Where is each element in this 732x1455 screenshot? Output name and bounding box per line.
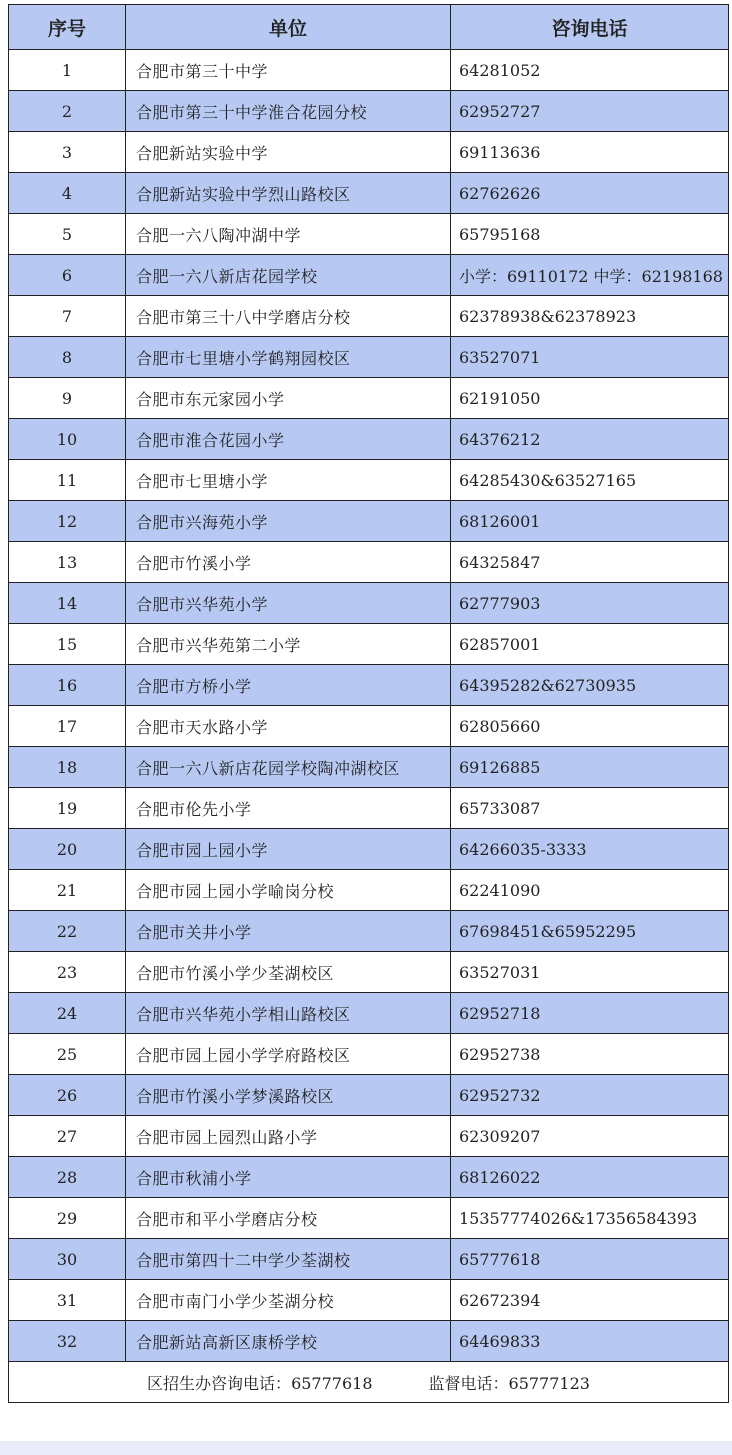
row-phone: 64266035-3333 (451, 829, 729, 870)
row-unit: 合肥市兴华苑小学相山路校区 (126, 993, 451, 1034)
row-phone: 62952718 (451, 993, 729, 1034)
table-row (9, 1321, 729, 1362)
table-row (9, 993, 729, 1034)
row-unit: 合肥市天水路小学 (126, 706, 451, 747)
table-row (9, 829, 729, 870)
row-phone: 64376212 (451, 419, 729, 460)
table-row (9, 624, 729, 665)
supervision-phone-number: 65777123 (508, 1373, 590, 1393)
table-row (9, 1157, 729, 1198)
row-phone: 64469833 (451, 1321, 729, 1362)
row-number: 1 (9, 50, 126, 91)
row-phone: 63527031 (451, 952, 729, 993)
row-number: 9 (9, 378, 126, 419)
row-number: 10 (9, 419, 126, 460)
row-unit: 合肥市竹溪小学 (126, 542, 451, 583)
table-row (9, 583, 729, 624)
table-row (9, 706, 729, 747)
row-unit: 合肥市七里塘小学鹤翔园校区 (126, 337, 451, 378)
table-row (9, 1280, 729, 1321)
row-unit: 合肥一六八新店花园学校陶冲湖校区 (126, 747, 451, 788)
row-unit: 合肥市方桥小学 (126, 665, 451, 706)
row-phone: 69126885 (451, 747, 729, 788)
row-number: 22 (9, 911, 126, 952)
row-phone: 64395282&62730935 (451, 665, 729, 706)
row-number: 24 (9, 993, 126, 1034)
table-header (9, 5, 729, 50)
row-number: 32 (9, 1321, 126, 1362)
row-number: 7 (9, 296, 126, 337)
footer-row (9, 1362, 729, 1403)
row-phone: 62672394 (451, 1280, 729, 1321)
row-unit: 合肥市南门小学少荃湖分校 (126, 1280, 451, 1321)
row-unit: 合肥新站高新区康桥学校 (126, 1321, 451, 1362)
row-number: 29 (9, 1198, 126, 1239)
row-unit: 合肥市东元家园小学 (126, 378, 451, 419)
row-phone: 65777618 (451, 1239, 729, 1280)
row-number: 6 (9, 255, 126, 296)
contact-table (8, 4, 729, 1403)
row-unit: 合肥市秋浦小学 (126, 1157, 451, 1198)
row-number: 18 (9, 747, 126, 788)
row-unit: 合肥市和平小学磨店分校 (126, 1198, 451, 1239)
row-unit: 合肥市第三十中学 (126, 50, 451, 91)
table-row (9, 665, 729, 706)
row-phone: 62857001 (451, 624, 729, 665)
row-number: 4 (9, 173, 126, 214)
row-number: 30 (9, 1239, 126, 1280)
row-phone: 62191050 (451, 378, 729, 419)
row-phone: 62952738 (451, 1034, 729, 1075)
row-unit: 合肥新站实验中学 (126, 132, 451, 173)
row-unit: 合肥市竹溪小学少荃湖校区 (126, 952, 451, 993)
table-row (9, 542, 729, 583)
table-row (9, 501, 729, 542)
row-number: 26 (9, 1075, 126, 1116)
table-row (9, 296, 729, 337)
row-phone: 69113636 (451, 132, 729, 173)
row-number: 8 (9, 337, 126, 378)
table-row (9, 1116, 729, 1157)
row-phone: 62952732 (451, 1075, 729, 1116)
row-unit: 合肥市第三十中学淮合花园分校 (126, 91, 451, 132)
row-phone: 68126022 (451, 1157, 729, 1198)
table-row (9, 747, 729, 788)
header-unit: 单位 (126, 5, 451, 50)
row-number: 11 (9, 460, 126, 501)
row-unit: 合肥市七里塘小学 (126, 460, 451, 501)
row-unit: 合肥市园上园小学学府路校区 (126, 1034, 451, 1075)
row-phone: 64285430&63527165 (451, 460, 729, 501)
table-row (9, 173, 729, 214)
row-phone: 67698451&65952295 (451, 911, 729, 952)
row-number: 12 (9, 501, 126, 542)
row-phone: 小学：69110172 中学：62198168 (451, 255, 729, 296)
row-phone: 62241090 (451, 870, 729, 911)
row-number: 3 (9, 132, 126, 173)
row-number: 23 (9, 952, 126, 993)
row-number: 15 (9, 624, 126, 665)
row-phone: 62952727 (451, 91, 729, 132)
row-number: 13 (9, 542, 126, 583)
row-phone: 62777903 (451, 583, 729, 624)
table-row (9, 255, 729, 296)
footer-cell (9, 1362, 729, 1403)
row-unit: 合肥一六八新店花园学校 (126, 255, 451, 296)
table-row (9, 419, 729, 460)
row-phone: 15357774026&17356584393 (451, 1198, 729, 1239)
row-number: 21 (9, 870, 126, 911)
table-row (9, 911, 729, 952)
row-phone: 62378938&62378923 (451, 296, 729, 337)
row-phone: 68126001 (451, 501, 729, 542)
table-row (9, 1075, 729, 1116)
office-phone-number: 65777618 (291, 1373, 373, 1393)
row-unit: 合肥一六八陶冲湖中学 (126, 214, 451, 255)
table-row (9, 870, 729, 911)
row-number: 20 (9, 829, 126, 870)
office-phone-label: 区招生办咨询电话： (147, 1373, 292, 1393)
row-phone: 62309207 (451, 1116, 729, 1157)
header-no: 序号 (9, 5, 126, 50)
table-row (9, 214, 729, 255)
row-number: 17 (9, 706, 126, 747)
row-unit: 合肥市关井小学 (126, 911, 451, 952)
table-row (9, 337, 729, 378)
table-row (9, 132, 729, 173)
table-row (9, 378, 729, 419)
row-number: 2 (9, 91, 126, 132)
row-number: 5 (9, 214, 126, 255)
row-unit: 合肥市伦先小学 (126, 788, 451, 829)
row-number: 31 (9, 1280, 126, 1321)
contact-table-container (8, 4, 728, 1403)
row-unit: 合肥市兴华苑第二小学 (126, 624, 451, 665)
row-unit: 合肥市兴海苑小学 (126, 501, 451, 542)
table-row (9, 50, 729, 91)
row-unit: 合肥市第四十二中学少荃湖校 (126, 1239, 451, 1280)
row-unit: 合肥新站实验中学烈山路校区 (126, 173, 451, 214)
table-row (9, 1198, 729, 1239)
row-unit: 合肥市第三十八中学磨店分校 (126, 296, 451, 337)
table-row (9, 460, 729, 501)
row-phone: 62805660 (451, 706, 729, 747)
row-phone: 65733087 (451, 788, 729, 829)
header-row (9, 5, 729, 50)
table-row (9, 952, 729, 993)
row-phone: 62762626 (451, 173, 729, 214)
row-unit: 合肥市竹溪小学梦溪路校区 (126, 1075, 451, 1116)
table-footer (9, 1362, 729, 1403)
table-row (9, 788, 729, 829)
table-row (9, 91, 729, 132)
row-unit: 合肥市兴华苑小学 (126, 583, 451, 624)
row-number: 27 (9, 1116, 126, 1157)
row-unit: 合肥市淮合花园小学 (126, 419, 451, 460)
table-row (9, 1239, 729, 1280)
row-phone: 65795168 (451, 214, 729, 255)
row-phone: 64325847 (451, 542, 729, 583)
row-unit: 合肥市园上园小学喻岗分校 (126, 870, 451, 911)
bottom-band (0, 1441, 732, 1455)
row-number: 19 (9, 788, 126, 829)
row-number: 25 (9, 1034, 126, 1075)
row-number: 14 (9, 583, 126, 624)
row-unit: 合肥市园上园小学 (126, 829, 451, 870)
row-phone: 63527071 (451, 337, 729, 378)
row-unit: 合肥市园上园烈山路小学 (126, 1116, 451, 1157)
table-row (9, 1034, 729, 1075)
row-phone: 64281052 (451, 50, 729, 91)
row-number: 28 (9, 1157, 126, 1198)
header-phone: 咨询电话 (451, 5, 729, 50)
row-number: 16 (9, 665, 126, 706)
supervision-phone-label: 监督电话： (428, 1373, 509, 1393)
table-body (9, 50, 729, 1362)
